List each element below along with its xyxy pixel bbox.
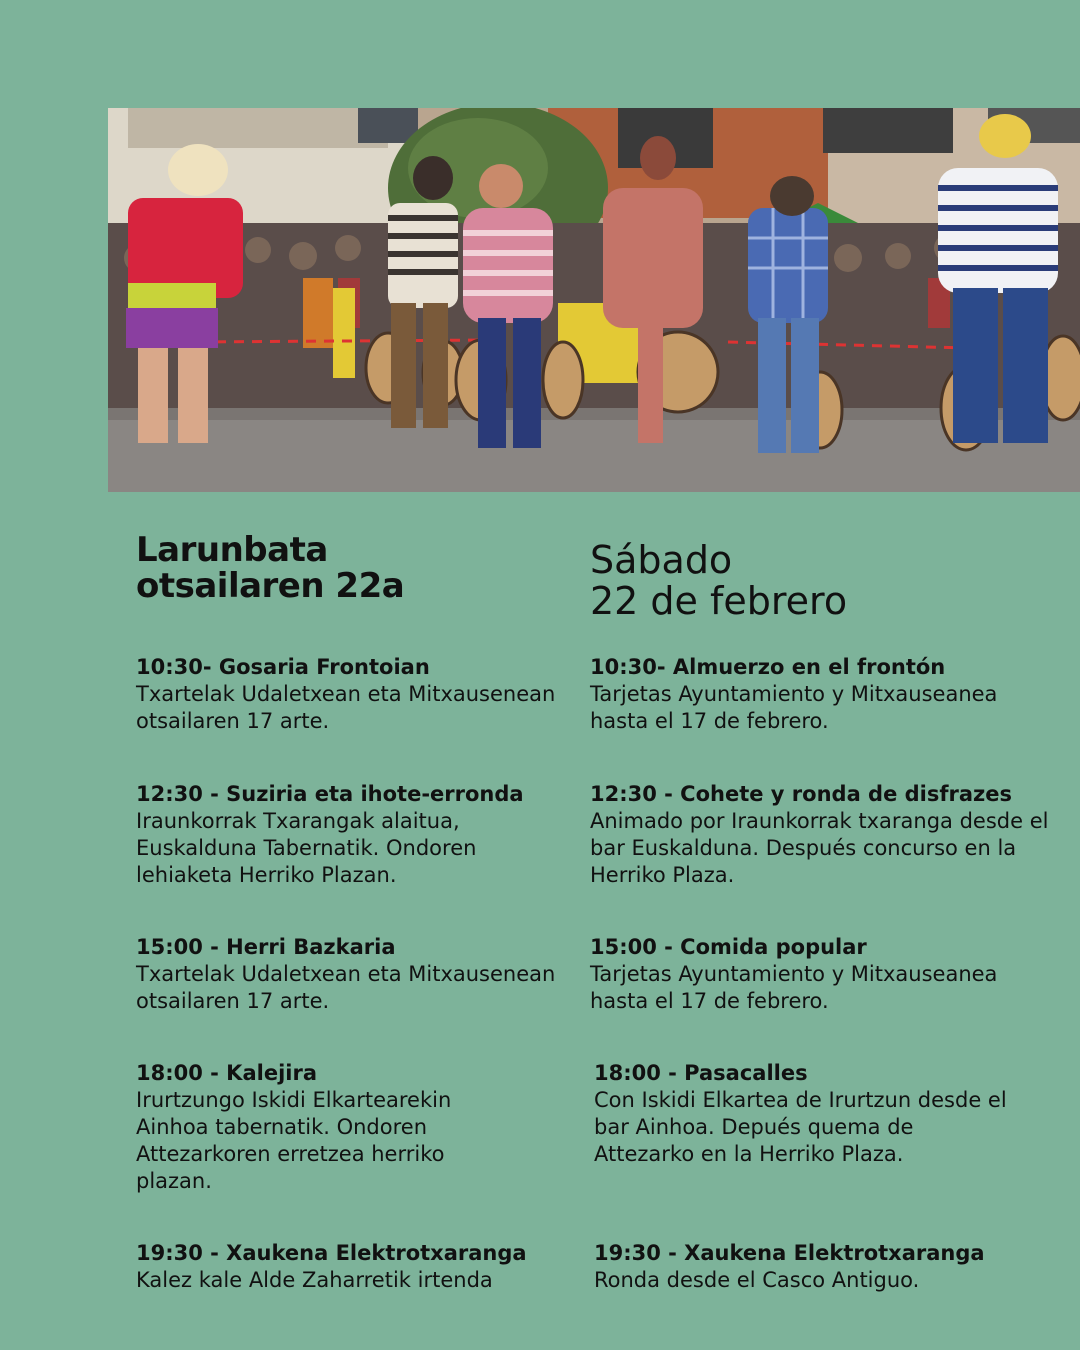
event-description: Tarjetas Ayuntamiento y Mitxauseanea hasta el 17 de febrero. <box>590 682 998 733</box>
event-title: 10:30- Gosaria Frontoian <box>136 655 430 679</box>
carnival-photo <box>108 108 1080 492</box>
event-title: 10:30- Almuerzo en el frontón <box>590 655 946 679</box>
event-description: Con Iskidi Elkartea de Irurtzun desde el bar Ainhoa. Depués quema de Attezarko en la Herriko Plaza. <box>594 1088 1007 1166</box>
event-title: 18:00 - Pasacalles <box>594 1061 808 1085</box>
event-eu-2 <box>136 781 566 889</box>
euskara-date-heading <box>136 528 566 652</box>
event-description: Kalez kale Alde Zaharretik irtenda <box>136 1268 493 1292</box>
event-title: 12:30 - Cohete y ronda de disfrazes <box>590 782 1012 806</box>
event-es-1 <box>590 654 1060 735</box>
castellano-heading-line1: Sábado <box>590 538 733 582</box>
event-description: Txartelak Udaletxean eta Mitxausenean otsailaren 17 arte. <box>136 682 556 733</box>
event-description: Animado por Iraunkorrak txaranga desde el bar Euskalduna. Después concurso en la Herriko Plaza. <box>590 809 1049 887</box>
event-description: Tarjetas Ayuntamiento y Mitxauseanea hasta el 17 de febrero. <box>590 962 998 1013</box>
event-es-3 <box>590 934 1060 1015</box>
event-title: 19:30 - Xaukena Elektrotxaranga <box>594 1241 985 1265</box>
castellano-date-heading <box>590 528 1060 648</box>
event-title: 18:00 - Kalejira <box>136 1061 317 1085</box>
castellano-heading-line2: 22 de febrero <box>590 579 848 623</box>
event-eu-3 <box>136 934 566 1015</box>
event-es-4 <box>594 1060 1014 1168</box>
event-eu-5 <box>136 1240 566 1294</box>
event-eu-1 <box>136 654 566 735</box>
event-description: Iraunkorrak Txarangak alaitua, Euskalduna Tabernatik. Ondoren lehiaketa Herriko Plazan. <box>136 809 477 887</box>
event-es-5 <box>594 1240 1064 1294</box>
event-title: 19:30 - Xaukena Elektrotxaranga <box>136 1241 527 1265</box>
event-eu-4 <box>136 1060 506 1195</box>
event-description: Irurtzungo Iskidi Elkartearekin Ainhoa tabernatik. Ondoren Attezarkoren erretzea herriko plazan. <box>136 1088 452 1193</box>
event-title: 15:00 - Comida popular <box>590 935 867 959</box>
event-description: Ronda desde el Casco Antiguo. <box>594 1268 920 1292</box>
castellano-column <box>590 528 1060 1292</box>
event-es-2 <box>590 781 1060 889</box>
euskara-heading-line2: otsailaren 22a <box>136 566 405 606</box>
event-description: Txartelak Udaletxean eta Mitxausenean otsailaren 17 arte. <box>136 962 556 1013</box>
euskara-heading-line1: Larunbata <box>136 530 328 570</box>
event-title: 12:30 - Suziria eta ihote-erronda <box>136 782 524 806</box>
euskara-column <box>136 528 566 1292</box>
event-title: 15:00 - Herri Bazkaria <box>136 935 396 959</box>
